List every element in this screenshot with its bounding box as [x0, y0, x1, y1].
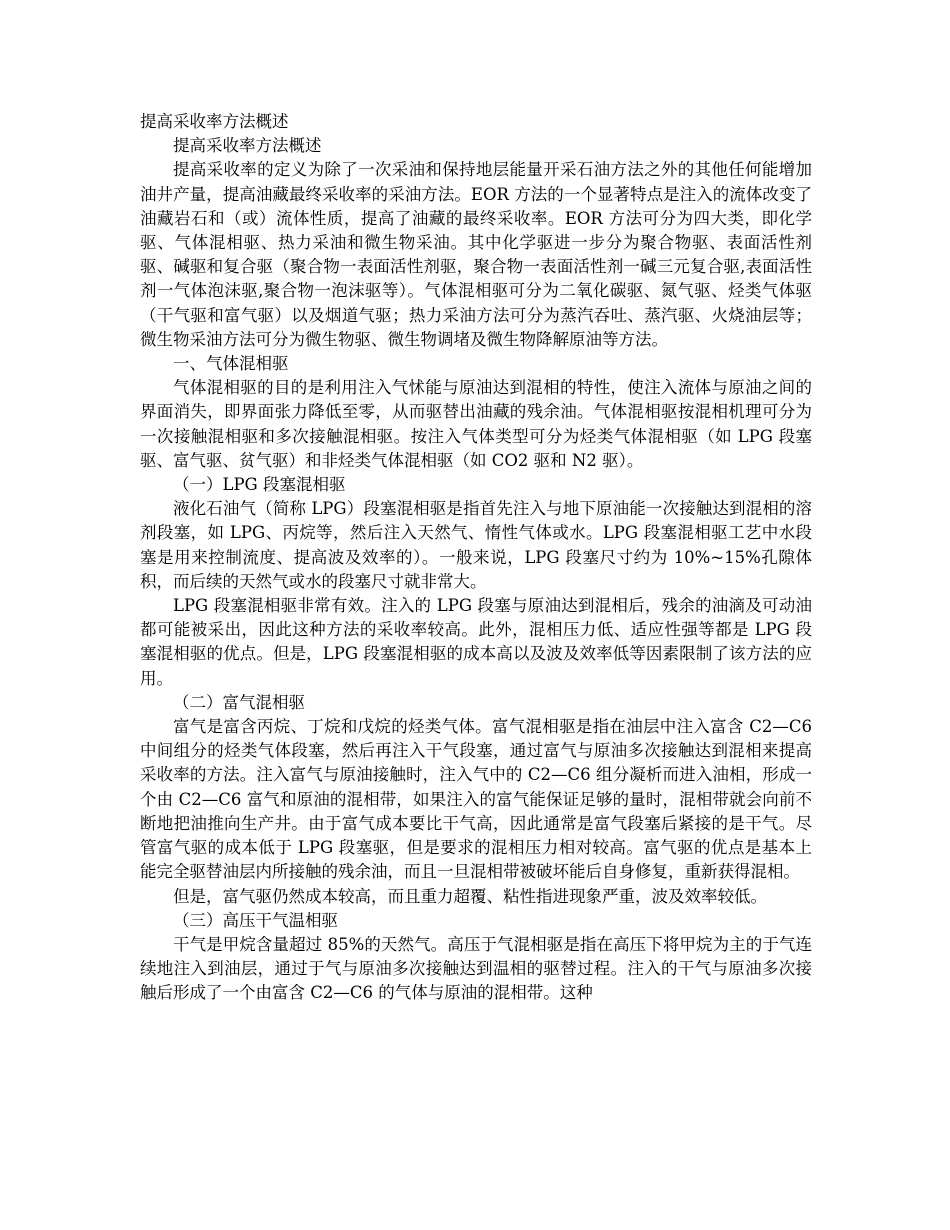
paragraph-rich-gas-drawback: 但是，富气驱仍然成本较高，而且重力超覆、粘性指进现象严重，波及效率较低。: [173, 886, 767, 906]
section-heading-rich-gas: （二）富气混相驱: [173, 692, 305, 712]
document-subtitle: 提高采收率方法概述: [173, 136, 322, 156]
section-heading-dry-gas: （三）高压干气温相驱: [173, 910, 338, 930]
paragraph-dry-gas: 干气是甲烷含量超过 85%的天然气。高压于气混相驱是指在高压下将甲烷为主的于气连续地注入到油层，通过于气与原油多次接触达到温相的驱替过程。注入的干气与原油多次接触后形成了一个由富含 C2—C6 的气体与原油的混相带。这种: [140, 934, 812, 1003]
paragraph-eor-definition: 提高采收率的定义为除了一次采油和保持地层能量开采石油方法之外的其他任何能增加油井产量，提高油藏最终采收率的采油方法。EOR 方法的一个显著特点是注入的流体改变了油藏岩石和（或）流体性质，提高了油藏的最终采收率。EOR 方法可分为四大类，即化学驱、气体混相驱、热力采油和微生物采油。其中化学驱进一步分为聚合物驱、表面活性剂驱、碱驱和复合驱（聚合物一表面活性剂驱，聚合物一表面活性剂一碱三元复合驱,表面活性剂一气体泡沫驱,聚合物一泡沫驱等）。气体混相驱可分为二氧化碳驱、氮气驱、烃类气体驱（干气驱和富气驱）以及烟道气驱；热力采油方法可分为蒸汽吞吐、蒸汽驱、火烧油层等；微生物采油方法可分为微生物驱、微生物调堵及微生物降解原油等方法。: [140, 160, 812, 349]
document-page: [140, 110, 812, 1006]
document-title: 提高采收率方法概述: [140, 112, 289, 131]
section-heading-gas-miscible: 一、气体混相驱: [173, 354, 289, 374]
paragraph-lpg-intro: 液化石油气（简称 LPG）段塞混相驱是指首先注入与地下原油能一次接触达到混相的溶剂段塞，如 LPG、丙烷等，然后注入天然气、惰性气体或水。LPG 段塞混相驱工艺中水段塞是用来控制流度、提高波及效率的）。一般来说，LPG 段塞尺寸约为 10%~15%孔隙体积，而后续的天然气或水的段塞尺寸就非常大。: [140, 499, 812, 591]
paragraph-gas-miscible: 气体混相驱的目的是利用注入气怵能与原油达到混相的特性，使注入流体与原油之间的界面消失，即界面张力降低至零，从而驱替出油藏的残余油。气体混相驱按混相机理可分为一次接触混相驱和多次接触混相驱。按注入气体类型可分为烃类气体混相驱（如 LPG 段塞驱、富气驱、贫气驱）和非烃类气体混相驱（如 CO2 驱和 N2 驱）。: [140, 378, 812, 470]
section-heading-lpg: （一）LPG 段塞混相驱: [173, 475, 346, 495]
paragraph-lpg-effect: LPG 段塞混相驱非常有效。注入的 LPG 段塞与原油达到混相后，残余的油滴及可动油都可能被采出，因此这种方法的采收率较高。此外，混相压力低、适应性强等都是 LPG 段塞混相驱的优点。但是，LPG 段塞混相驱的成本高以及波及效率低等因素限制了该方法的应用。: [140, 596, 812, 688]
paragraph-rich-gas: 富气是富含丙烷、丁烷和戊烷的烃类气体。富气混相驱是指在油层中注入富含 C2—C6 中间组分的烃类气体段塞，然后再注入干气段塞，通过富气与原油多次接触达到混相来提高采收率的方法。注入富气与原油接触时，注入气中的 C2—C6 组分凝析而进入油相，形成一个由 C2—C6 富气和原油的混相带，如果注入的富气能保证足够的量时，混相带就会向前不断地把油推向生产井。由于富气成本要比干气高，因此通常是富气段塞后紧接的是干气。尽管富气驱的成本低于 LPG 段塞驱，但是要求的混相压力相对较高。富气驱的优点是基本上能完全驱替油层内所接触的残余油，而且一旦混相带被破坏能后自身修复，重新获得混相。: [140, 717, 812, 882]
